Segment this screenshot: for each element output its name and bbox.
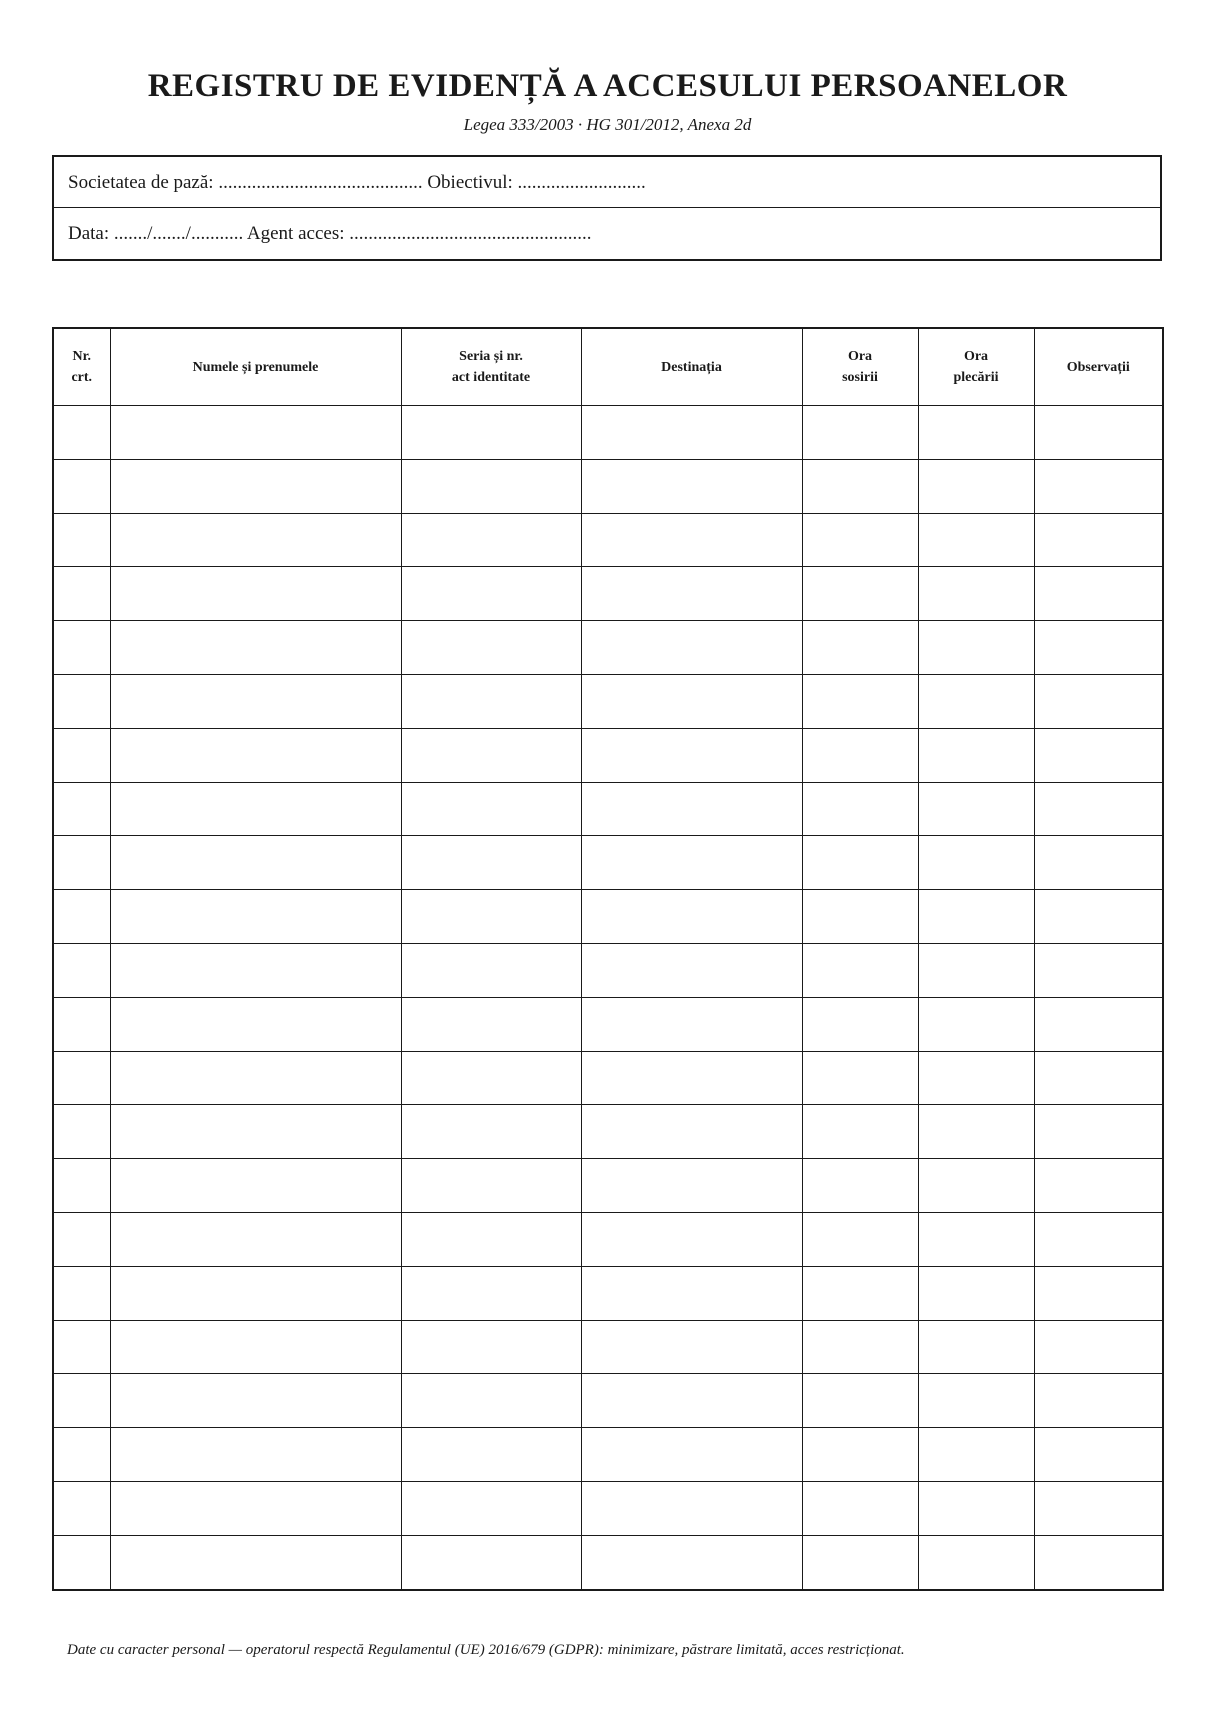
cell-departure-time <box>918 406 1034 460</box>
legal-reference: Legea 333/2003 · HG 301/2012, Anexa 2d <box>463 115 752 134</box>
security-company-objective-line: Societatea de pază: ........................................... Obiectivul: ........................... <box>54 157 1160 208</box>
cell-destination <box>581 1320 802 1374</box>
cell-destination <box>581 890 802 944</box>
table-row <box>53 674 1163 728</box>
column-header-departure-time: Ora plecării <box>918 328 1034 406</box>
table-row <box>53 1535 1163 1589</box>
cell-id-document <box>401 728 581 782</box>
table-row <box>53 836 1163 890</box>
table-row <box>53 1159 1163 1213</box>
cell-id-document <box>401 621 581 675</box>
cell-nr <box>53 459 110 513</box>
table-row <box>53 406 1163 460</box>
cell-observations <box>1034 1212 1163 1266</box>
table-header-row <box>53 328 1163 406</box>
header-info-box <box>52 155 1162 261</box>
cell-destination <box>581 997 802 1051</box>
cell-id-document <box>401 782 581 836</box>
cell-observations <box>1034 621 1163 675</box>
cell-nr <box>53 1535 110 1589</box>
cell-arrival-time <box>802 1105 918 1159</box>
cell-name <box>110 459 401 513</box>
cell-observations <box>1034 997 1163 1051</box>
cell-arrival-time <box>802 1266 918 1320</box>
cell-name <box>110 1051 401 1105</box>
cell-observations <box>1034 1159 1163 1213</box>
cell-arrival-time <box>802 459 918 513</box>
cell-name <box>110 567 401 621</box>
cell-destination <box>581 1535 802 1589</box>
cell-observations <box>1034 1266 1163 1320</box>
cell-id-document <box>401 513 581 567</box>
cell-destination <box>581 674 802 728</box>
cell-id-document <box>401 459 581 513</box>
table-row <box>53 513 1163 567</box>
cell-id-document <box>401 836 581 890</box>
cell-destination <box>581 782 802 836</box>
cell-id-document <box>401 997 581 1051</box>
cell-nr <box>53 1266 110 1320</box>
cell-name <box>110 890 401 944</box>
cell-destination <box>581 621 802 675</box>
cell-observations <box>1034 890 1163 944</box>
cell-nr <box>53 1374 110 1428</box>
cell-nr <box>53 890 110 944</box>
column-header-observations: Observații <box>1034 328 1163 406</box>
cell-nr <box>53 728 110 782</box>
cell-id-document <box>401 567 581 621</box>
cell-id-document <box>401 1051 581 1105</box>
cell-id-document <box>401 1105 581 1159</box>
column-header-destination: Destinația <box>581 328 802 406</box>
cell-departure-time <box>918 1159 1034 1213</box>
cell-departure-time <box>918 836 1034 890</box>
cell-name <box>110 621 401 675</box>
cell-id-document <box>401 1428 581 1482</box>
cell-destination <box>581 728 802 782</box>
table-row <box>53 1051 1163 1105</box>
cell-destination <box>581 513 802 567</box>
cell-id-document <box>401 943 581 997</box>
cell-id-document <box>401 1320 581 1374</box>
cell-observations <box>1034 1320 1163 1374</box>
cell-arrival-time <box>802 728 918 782</box>
cell-arrival-time <box>802 943 918 997</box>
table-row <box>53 728 1163 782</box>
cell-observations <box>1034 674 1163 728</box>
cell-nr <box>53 1159 110 1213</box>
cell-arrival-time <box>802 1374 918 1428</box>
cell-nr <box>53 1428 110 1482</box>
cell-nr <box>53 836 110 890</box>
table-row <box>53 782 1163 836</box>
cell-arrival-time <box>802 513 918 567</box>
column-header-arrival-time: Ora sosirii <box>802 328 918 406</box>
cell-departure-time <box>918 728 1034 782</box>
cell-departure-time <box>918 1212 1034 1266</box>
column-header-nr: Nr. crt. <box>53 328 110 406</box>
cell-nr <box>53 1481 110 1535</box>
column-header-id-document: Seria și nr. act identitate <box>401 328 581 406</box>
page-title: REGISTRU DE EVIDENȚĂ A ACCESULUI PERSOANELOR <box>147 68 1068 104</box>
cell-name <box>110 1212 401 1266</box>
cell-destination <box>581 1159 802 1213</box>
cell-name <box>110 674 401 728</box>
cell-arrival-time <box>802 1428 918 1482</box>
cell-id-document <box>401 1374 581 1428</box>
cell-destination <box>581 1266 802 1320</box>
cell-name <box>110 728 401 782</box>
cell-arrival-time <box>802 567 918 621</box>
cell-nr <box>53 1320 110 1374</box>
cell-id-document <box>401 1212 581 1266</box>
cell-id-document <box>401 1535 581 1589</box>
cell-destination <box>581 943 802 997</box>
table-body <box>53 406 1163 1590</box>
table-row <box>53 1105 1163 1159</box>
cell-arrival-time <box>802 890 918 944</box>
cell-name <box>110 406 401 460</box>
cell-nr <box>53 1212 110 1266</box>
cell-destination <box>581 836 802 890</box>
cell-nr <box>53 406 110 460</box>
cell-observations <box>1034 567 1163 621</box>
table-row <box>53 1481 1163 1535</box>
cell-name <box>110 997 401 1051</box>
cell-arrival-time <box>802 836 918 890</box>
cell-destination <box>581 459 802 513</box>
cell-departure-time <box>918 567 1034 621</box>
cell-nr <box>53 1051 110 1105</box>
cell-departure-time <box>918 997 1034 1051</box>
cell-nr <box>53 943 110 997</box>
cell-destination <box>581 1428 802 1482</box>
cell-destination <box>581 1481 802 1535</box>
table-row <box>53 621 1163 675</box>
cell-observations <box>1034 782 1163 836</box>
cell-name <box>110 943 401 997</box>
cell-observations <box>1034 728 1163 782</box>
cell-name <box>110 782 401 836</box>
cell-id-document <box>401 1266 581 1320</box>
table-row <box>53 567 1163 621</box>
cell-observations <box>1034 1481 1163 1535</box>
cell-arrival-time <box>802 1535 918 1589</box>
cell-observations <box>1034 406 1163 460</box>
cell-observations <box>1034 1105 1163 1159</box>
cell-name <box>110 1159 401 1213</box>
cell-name <box>110 836 401 890</box>
cell-id-document <box>401 1159 581 1213</box>
cell-id-document <box>401 1481 581 1535</box>
cell-nr <box>53 782 110 836</box>
cell-departure-time <box>918 1051 1034 1105</box>
column-header-name: Numele și prenumele <box>110 328 401 406</box>
cell-departure-time <box>918 943 1034 997</box>
cell-name <box>110 1428 401 1482</box>
table-row <box>53 890 1163 944</box>
cell-departure-time <box>918 1481 1034 1535</box>
gdpr-footnote: Date cu caracter personal — operatorul respectă Regulamentul (UE) 2016/679 (GDPR): minimizare, păstrare limitată, acces restricționat. <box>67 1642 905 1658</box>
cell-observations <box>1034 513 1163 567</box>
cell-nr <box>53 997 110 1051</box>
cell-nr <box>53 674 110 728</box>
cell-observations <box>1034 1535 1163 1589</box>
cell-observations <box>1034 1428 1163 1482</box>
cell-observations <box>1034 836 1163 890</box>
cell-destination <box>581 1212 802 1266</box>
cell-arrival-time <box>802 782 918 836</box>
table-row <box>53 1266 1163 1320</box>
cell-name <box>110 1481 401 1535</box>
cell-nr <box>53 567 110 621</box>
cell-departure-time <box>918 1320 1034 1374</box>
cell-departure-time <box>918 782 1034 836</box>
cell-departure-time <box>918 621 1034 675</box>
cell-departure-time <box>918 1266 1034 1320</box>
cell-arrival-time <box>802 1320 918 1374</box>
cell-destination <box>581 1105 802 1159</box>
cell-id-document <box>401 406 581 460</box>
cell-departure-time <box>918 513 1034 567</box>
cell-departure-time <box>918 459 1034 513</box>
cell-nr <box>53 1105 110 1159</box>
cell-nr <box>53 621 110 675</box>
cell-name <box>110 513 401 567</box>
cell-destination <box>581 406 802 460</box>
cell-nr <box>53 513 110 567</box>
cell-id-document <box>401 890 581 944</box>
cell-departure-time <box>918 674 1034 728</box>
cell-name <box>110 1105 401 1159</box>
cell-arrival-time <box>802 1212 918 1266</box>
cell-observations <box>1034 459 1163 513</box>
date-agent-line: Data: ......./......./........... Agent acces: ................................................... <box>68 223 592 244</box>
cell-id-document <box>401 674 581 728</box>
cell-arrival-time <box>802 1481 918 1535</box>
cell-departure-time <box>918 890 1034 944</box>
cell-observations <box>1034 1374 1163 1428</box>
table-row <box>53 1212 1163 1266</box>
cell-departure-time <box>918 1428 1034 1482</box>
cell-arrival-time <box>802 1051 918 1105</box>
cell-destination <box>581 567 802 621</box>
cell-destination <box>581 1051 802 1105</box>
cell-arrival-time <box>802 1159 918 1213</box>
cell-name <box>110 1266 401 1320</box>
cell-departure-time <box>918 1535 1034 1589</box>
table-row <box>53 997 1163 1051</box>
cell-observations <box>1034 1051 1163 1105</box>
cell-destination <box>581 1374 802 1428</box>
table-row <box>53 1374 1163 1428</box>
access-register-table <box>52 327 1164 1591</box>
cell-arrival-time <box>802 997 918 1051</box>
cell-arrival-time <box>802 621 918 675</box>
cell-departure-time <box>918 1374 1034 1428</box>
cell-name <box>110 1320 401 1374</box>
table-row <box>53 943 1163 997</box>
cell-name <box>110 1535 401 1589</box>
table-row <box>53 459 1163 513</box>
table-row <box>53 1320 1163 1374</box>
cell-arrival-time <box>802 674 918 728</box>
cell-arrival-time <box>802 406 918 460</box>
cell-observations <box>1034 943 1163 997</box>
table-row <box>53 1428 1163 1482</box>
cell-departure-time <box>918 1105 1034 1159</box>
cell-name <box>110 1374 401 1428</box>
